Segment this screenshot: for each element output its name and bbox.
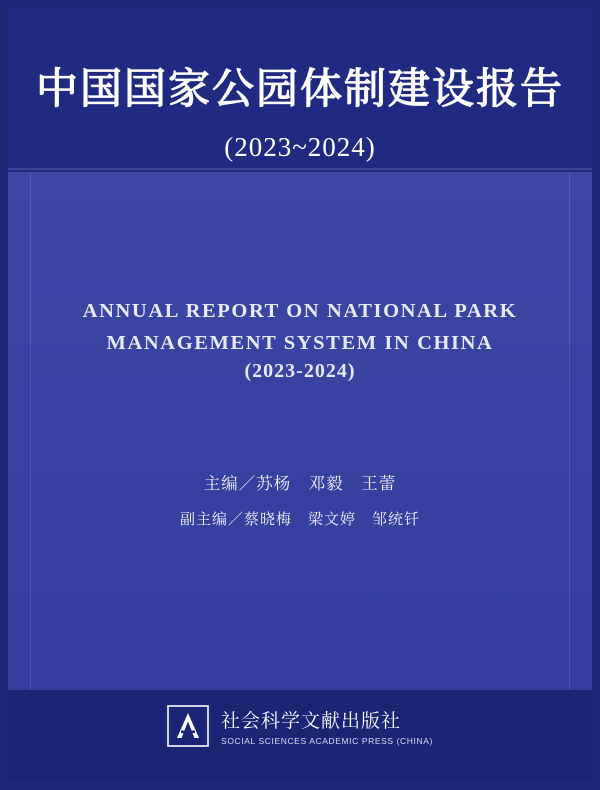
decorative-line-right [569,172,570,690]
decorative-line-left [30,172,31,690]
publisher-name-chinese: 社会科学文献出版社 [221,710,402,732]
title-english-line1: ANNUAL REPORT ON NATIONAL PARK [82,300,518,322]
title-chinese: 中国国家公园体制建设报告 [35,64,564,113]
title-english-years: (2023-2024) [244,360,356,382]
editor-credits [0,470,600,529]
title-english [0,296,600,360]
publisher-block [0,705,600,747]
editor-in-chief: 主编／苏杨 邓毅 王蕾 [203,474,397,493]
associate-editors: 副主编／蔡晓梅 梁文婷 邹统钎 [179,510,420,528]
cover-middle-band [8,172,592,690]
publisher-text [221,706,433,746]
publisher-logo-icon [167,705,209,747]
publisher-name-english: SOCIAL SCIENCES ACADEMIC PRESS (CHINA) [221,736,433,746]
title-english-line2: MANAGEMENT SYSTEM IN CHINA [106,331,494,354]
title-chinese-years: (2023~2024) [224,132,376,162]
